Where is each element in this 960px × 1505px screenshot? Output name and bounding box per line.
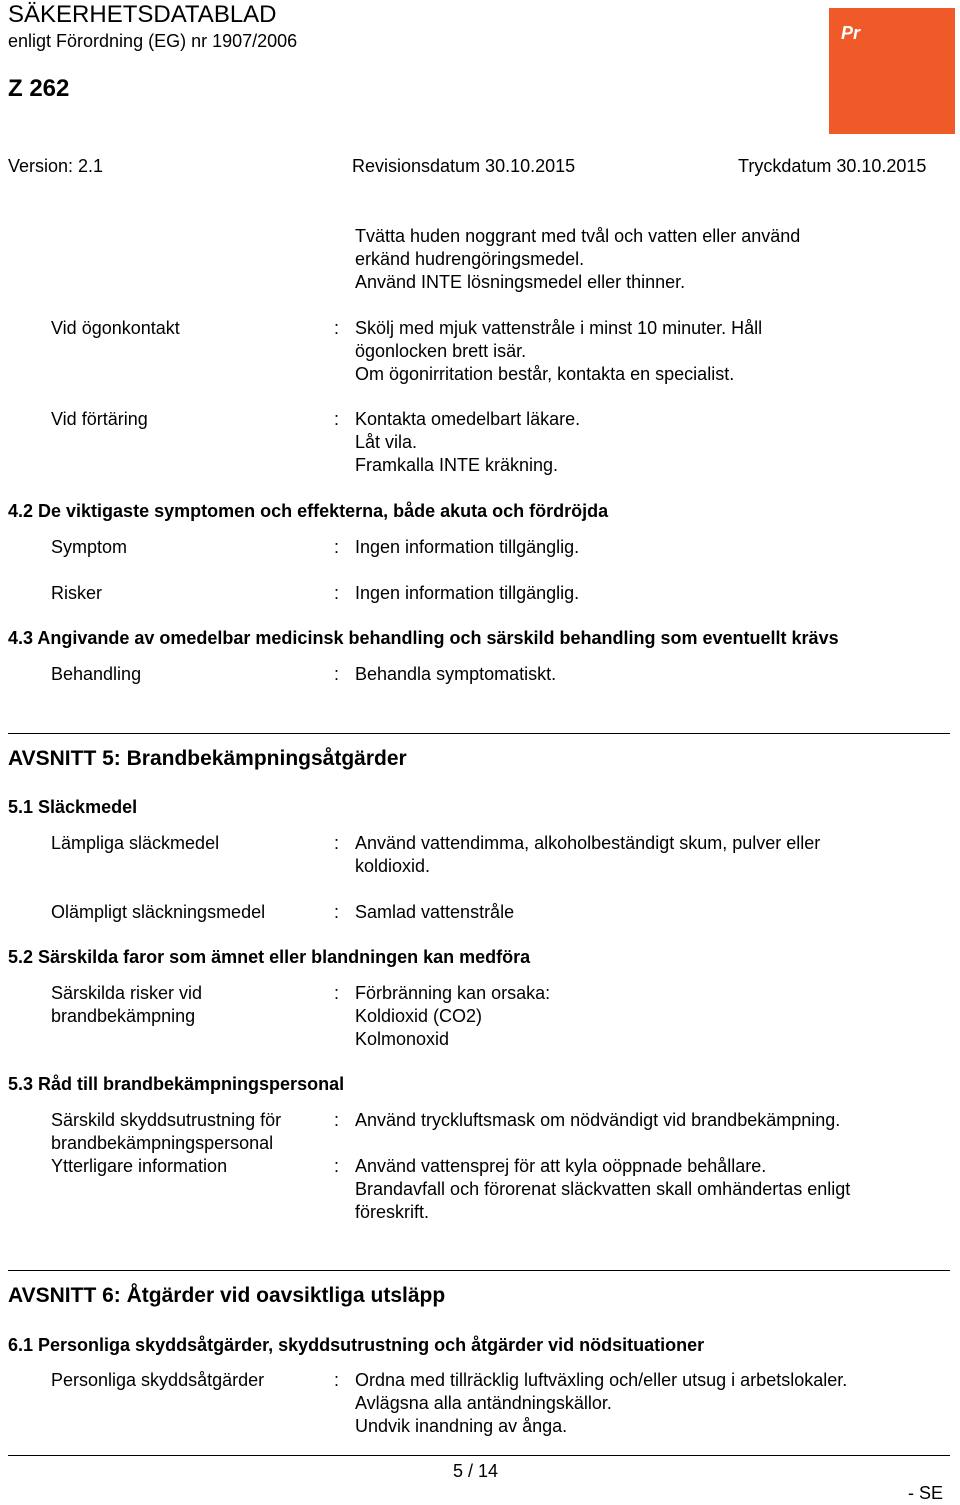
colon: :: [334, 833, 340, 853]
colon: :: [334, 664, 340, 684]
additional-info-text: Använd vattensprej för att kyla oöppnade behållare. Brandavfall och förorenat släckvatten skall omhändertas enligt föreskrift.: [355, 1156, 851, 1222]
colon: :: [334, 583, 340, 603]
colon: :: [334, 318, 340, 338]
regulation-reference: enligt Förordning (EG) nr 1907/2006: [8, 31, 298, 51]
subsection-heading-5-1: 5.1 Släckmedel: [8, 797, 138, 817]
page-number: 5 / 14: [453, 1461, 499, 1481]
logo-text: Pr: [841, 23, 861, 43]
footer-divider: [8, 1455, 950, 1456]
subsection-heading-4-3: 4.3 Angivande av omedelbar medicinsk behandling och särskild behandling som eventuellt krävs: [8, 628, 839, 648]
section-divider: [8, 1270, 950, 1271]
colon: :: [334, 983, 340, 1003]
special-hazards-text: Förbränning kan orsaka: Koldioxid (CO2) Kolmonoxid: [355, 983, 551, 1049]
document-title: SÄKERHETSDATABLAD: [8, 1, 277, 28]
protective-equipment-value: Använd tryckluftsmask om nödvändigt vid brandbekämpning.: [355, 1110, 841, 1130]
suitable-media-label: Lämpliga släckmedel: [51, 833, 220, 853]
suitable-media-text: Använd vattendimma, alkoholbeständigt skum, pulver eller koldioxid.: [355, 833, 821, 876]
protective-equipment-label: Särskild skyddsutrustning för brandbekämpningspersonal: [51, 1110, 282, 1153]
personal-precautions-text: Ordna med tillräcklig luftväxling och/eller utsug i arbetslokaler. Avlägsna alla antändningskällor. Undvik inandning av ånga.: [355, 1370, 848, 1436]
subsection-heading-5-2: 5.2 Särskilda faror som ämnet eller blandningen kan medföra: [8, 947, 531, 967]
treatment-value: Behandla symptomatiskt.: [355, 664, 557, 684]
colon: :: [334, 409, 340, 429]
personal-precautions-label: Personliga skyddsåtgärder: [51, 1370, 265, 1390]
colon: :: [334, 1110, 340, 1130]
eye-contact-text: Skölj med mjuk vattenstråle i minst 10 minuter. Håll ögonlocken brett isär. Om ögonirritation består, kontakta en specialist.: [355, 318, 763, 384]
unsuitable-media-label: Olämpligt släckningsmedel: [51, 902, 266, 922]
section-heading-6: AVSNITT 6: Åtgärder vid oavsiktliga utsläpp: [8, 1284, 446, 1307]
symptom-label: Symptom: [51, 537, 128, 557]
product-name: Z 262: [8, 75, 70, 102]
ingestion-label: Vid förtäring: [51, 409, 148, 429]
colon: :: [334, 1156, 340, 1176]
symptom-value: Ingen information tillgänglig.: [355, 537, 580, 557]
revision-date: Revisionsdatum 30.10.2015: [352, 156, 576, 176]
company-logo: [829, 8, 955, 134]
colon: :: [334, 537, 340, 557]
print-date: Tryckdatum 30.10.2015: [738, 156, 927, 176]
unsuitable-media-value: Samlad vattenstråle: [355, 902, 515, 922]
risk-label: Risker: [51, 583, 103, 603]
subsection-heading-5-3: 5.3 Råd till brandbekämpningspersonal: [8, 1074, 345, 1094]
section-divider: [8, 733, 950, 734]
risk-value: Ingen information tillgänglig.: [355, 583, 580, 603]
section-heading-5: AVSNITT 5: Brandbekämpningsåtgärder: [8, 747, 407, 770]
subsection-heading-4-2: 4.2 De viktigaste symptomen och effekterna, både akuta och fördröjda: [8, 501, 609, 521]
subsection-heading-6-1: 6.1 Personliga skyddsåtgärder, skyddsutrustning och åtgärder vid nödsituationer: [8, 1335, 705, 1355]
additional-info-label: Ytterligare information: [51, 1156, 228, 1176]
version-label: Version: 2.1: [8, 156, 104, 176]
skin-contact-text: Tvätta huden noggrant med tvål och vatten eller använd erkänd hudrengöringsmedel. Använd INTE lösningsmedel eller thinner.: [355, 226, 801, 292]
colon: :: [334, 1370, 340, 1390]
ingestion-text: Kontakta omedelbart läkare. Låt vila. Framkalla INTE kräkning.: [355, 409, 581, 475]
colon: :: [334, 902, 340, 922]
eye-contact-label: Vid ögonkontakt: [51, 318, 180, 338]
special-hazards-label: Särskilda risker vid brandbekämpning: [51, 983, 203, 1026]
country-code: - SE: [908, 1483, 944, 1503]
treatment-label: Behandling: [51, 664, 142, 684]
